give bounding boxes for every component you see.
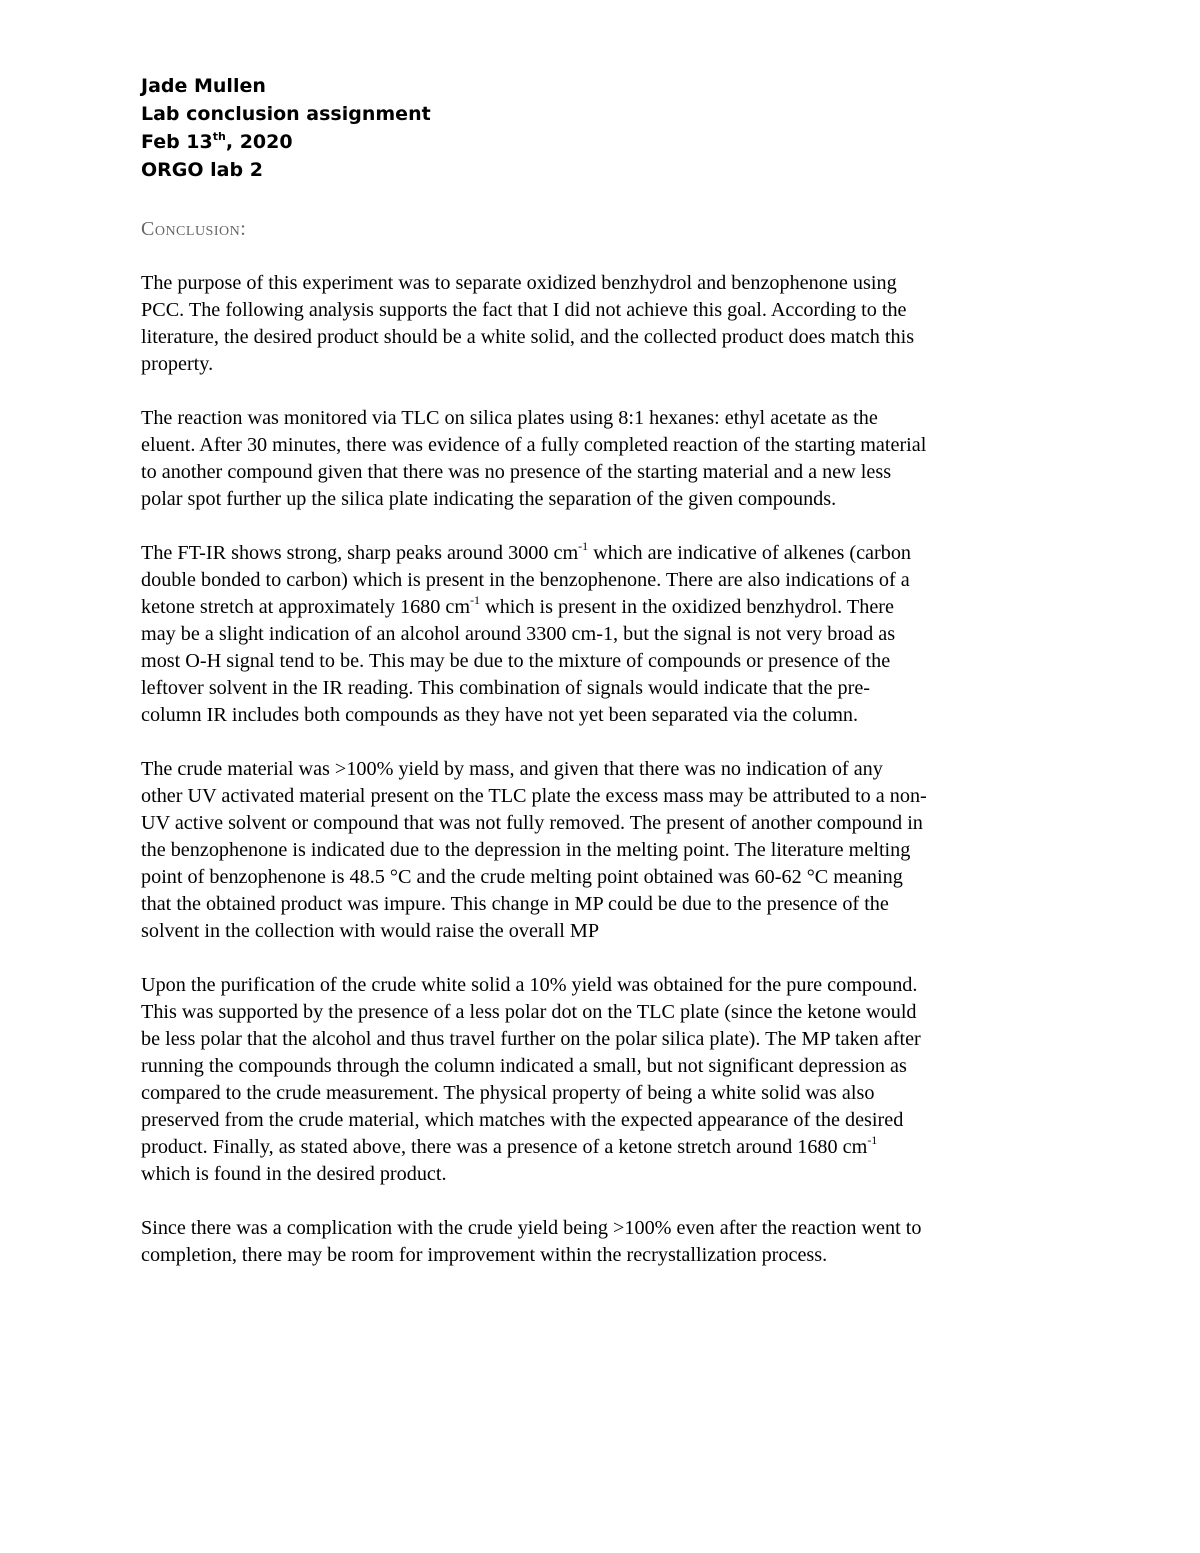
text-line: solvent in the collection with would raise the overall MP [141, 920, 600, 942]
text-line: may be a slight indication of an alcohol around 3300 cm-1, but the signal is not very broad as [141, 623, 896, 645]
paragraph-purification [141, 972, 1071, 1188]
text-line: The reaction was monitored via TLC on silica plates using 8:1 hexanes: ethyl acetate as the [141, 407, 878, 429]
paragraph-improvement [141, 1215, 1071, 1269]
course-name: ORGO lab 2 [141, 159, 263, 181]
text-line: This was supported by the presence of a less polar dot on the TLC plate (since the ketone would [141, 1001, 917, 1023]
text-line: PCC. The following analysis supports the fact that I did not achieve this goal. According to the [141, 299, 907, 321]
date-prefix: Feb 13 [141, 131, 213, 153]
text-line: which is found in the desired product. [141, 1163, 447, 1185]
date-ordinal: th [212, 129, 226, 143]
text-line: property. [141, 353, 214, 375]
text-line: the benzophenone is indicated due to the depression in the melting point. The literature melting [141, 839, 911, 861]
superscript: -1 [867, 1133, 878, 1148]
text-line: Upon the purification of the crude white solid a 10% yield was obtained for the pure compound. [141, 974, 918, 996]
text-line: polar spot further up the silica plate indicating the separation of the given compounds. [141, 488, 837, 510]
text-line: that the obtained product was impure. This change in MP could be due to the presence of the [141, 893, 889, 915]
section-heading: Conclusion: [141, 218, 247, 240]
paragraph-crude-material [141, 756, 1071, 945]
text-line: The crude material was >100% yield by mass, and given that there was no indication of any [141, 758, 883, 780]
paragraph-tlc [141, 405, 1071, 513]
assignment-date [141, 128, 431, 156]
text-line: preserved from the crude material, which matches with the expected appearance of the desired [141, 1109, 904, 1131]
text-line: The purpose of this experiment was to separate oxidized benzhydrol and benzophenone using [141, 272, 897, 294]
text-line: other UV activated material present on the TLC plate the excess mass may be attributed to a non- [141, 785, 927, 807]
text-segment: which are indicative of alkenes (carbon [588, 542, 912, 564]
text-segment: The FT-IR shows strong, sharp peaks around 3000 cm [141, 542, 579, 564]
text-line: running the compounds through the column indicated a small, but not significant depression as [141, 1055, 907, 1077]
text-line: column IR includes both compounds as they have not yet been separated via the column. [141, 704, 859, 726]
paragraph-ftir [141, 540, 1071, 729]
document-header [141, 72, 431, 184]
text-line [141, 540, 1071, 567]
text-line: most O-H signal tend to be. This may be due to the mixture of compounds or presence of the [141, 650, 891, 672]
text-segment: which is present in the oxidized benzhydrol. There [480, 596, 894, 618]
text-line [141, 1134, 1071, 1161]
superscript: -1 [578, 539, 589, 554]
text-line [141, 594, 1071, 621]
paragraph-purpose [141, 270, 1071, 378]
text-line: completion, there may be room for improvement within the recrystallization process. [141, 1244, 828, 1266]
text-line: compared to the crude measurement. The physical property of being a white solid was also [141, 1082, 875, 1104]
text-line: UV active solvent or compound that was not fully removed. The present of another compound in [141, 812, 923, 834]
text-line: to another compound given that there was no presence of the starting material and a new less [141, 461, 892, 483]
text-line: Since there was a complication with the crude yield being >100% even after the reaction went to [141, 1217, 922, 1239]
text-line: eluent. After 30 minutes, there was evidence of a fully completed reaction of the starting material [141, 434, 927, 456]
text-line: double bonded to carbon) which is present in the benzophenone. There are also indications of a [141, 569, 910, 591]
assignment-title: Lab conclusion assignment [141, 103, 431, 125]
superscript: -1 [470, 593, 481, 608]
author-name: Jade Mullen [141, 75, 266, 97]
text-line: point of benzophenone is 48.5 °C and the crude melting point obtained was 60-62 °C meaning [141, 866, 903, 888]
document-body [141, 270, 1071, 1296]
text-line: leftover solvent in the IR reading. This combination of signals would indicate that the pre- [141, 677, 871, 699]
date-suffix: , 2020 [225, 131, 293, 153]
text-segment: ketone stretch at approximately 1680 cm [141, 596, 471, 618]
text-line: be less polar that the alcohol and thus travel further on the polar silica plate). The MP taken after [141, 1028, 921, 1050]
text-line: literature, the desired product should be a white solid, and the collected product does match this [141, 326, 915, 348]
text-segment: product. Finally, as stated above, there was a presence of a ketone stretch around 1680 cm [141, 1136, 868, 1158]
